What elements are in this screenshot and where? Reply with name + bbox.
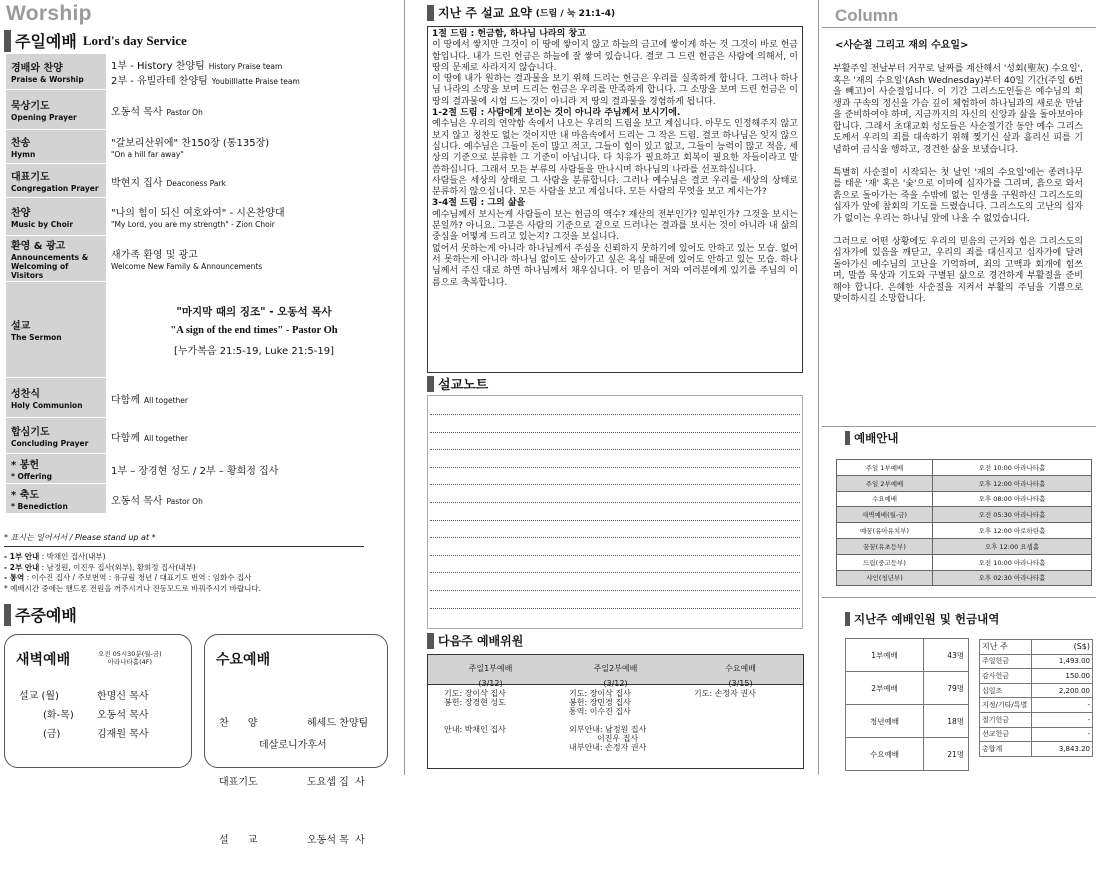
order-value-en: Pastor Oh [166,496,203,506]
note-line [430,537,800,538]
next-week-line: 안내: 박채인 집사 [444,725,506,734]
stand-note: * 표시는 일어서서 / Please stand up at * [4,533,156,542]
order-value-main: 새가족 환영 및 광고 [111,250,198,261]
next-week-head-cell [553,655,678,688]
order-of-service [6,54,402,514]
sermon-notes-area [427,395,803,629]
wednesday-roles [219,675,258,890]
dawn-preachers [97,687,148,744]
order-label-en: Congregation Prayer [11,184,99,193]
order-value-main: 1부 – 장경현 성도 / 2부 – 황희정 집사 [111,465,279,477]
column-paragraph: 특별히 사순절이 시작되는 첫 날인 '재의 수요일'에는 종려나무를 태운 '재' 혹은 '숯'으로 이마에 십자가를 그리며, 흙으로 와서 흙으로 돌아가는 죽을 수밖에 없는 인생을 구원하신 그리스도의 십자가 앞에 참회의 기도를 드렸습니다. 그리스도의 고난의 십자가 없이는 우리는 하나님 앞에 나올 수 없었습니다. [833,167,1083,224]
next-week-date: (3/12) [478,679,503,688]
order-value [106,198,402,236]
wednesday-name: 도요셉 집 사 [307,776,365,788]
dawn-preacher: 오동석 목사 [97,710,149,721]
order-label-en: Music by Choir [11,220,74,229]
section-bar [427,633,434,649]
service-time: 오후 12:00 아라나타홀 [933,475,1092,491]
offering-value: 3,843.20 [1032,742,1093,757]
order-row [6,454,402,484]
order-value-en: Pastor Oh [166,107,203,117]
offering-label: 지정/기타/특별 [980,698,1032,713]
service-time: 오후 12:00 요셉홀 [933,538,1092,554]
order-value-en: All together [143,395,188,405]
offering-row [980,727,1093,742]
order-value-main: 오동석 목사 [111,106,163,118]
next-week-head-cell [428,655,553,688]
next-week-line [444,716,553,725]
order-value-main: 1부 - History 찬양팀 [111,61,205,72]
order-value [106,236,402,282]
wednesday-name: 헤세드 찬양팀 [307,718,369,729]
offering-row [980,654,1093,669]
dawn-days [19,687,74,744]
order-label-en: Concluding Prayer [11,439,89,448]
order-value-en: "On a hill far away" [111,150,184,159]
offering-table [979,639,1093,757]
order-label [6,454,106,484]
dawn-preacher: 한명신 목사 [97,691,149,702]
lords-day-title-en: Lord's day Service [82,32,187,48]
order-label [6,130,106,164]
note-line [430,484,800,485]
notes-title: 설교노트 [438,378,489,393]
offering-label: 십일조 [980,683,1032,698]
order-label-en: * Benediction [11,502,68,511]
section-bar [4,30,11,52]
service-note-label: - 통역 [4,573,25,582]
service-note [4,552,261,563]
column-title: Column [835,6,899,25]
offering-row [980,712,1093,727]
next-week-line: 봉헌: 장민경 집사 [569,698,631,707]
column-paragraph: 부활주일 전날부터 거꾸로 날짜를 계산해서 '성회(聖灰) 수요일', 혹은 '재의 수요일'(Ash Wednesday)부터 40일 기간(주일 6번을 빼고)이 사순절입니다. 이 기간 그리스도인들은 예수님의 희생과 구속의 정신을 가슴 깊이 체험하여 하나님과의 새로운 만남을 준비하여야 하며, 지금까지의 자신의 신앙과 삶을 돌아보아야 합니다. 그래서 초대교회 성도들은 사순절기간 동안 예수 그리스도께서 우리의 죄를 대속하기 위해 찢기신 살과 흘리신 피를 기념하여 금식을 행하고, 경건한 삶을 보냈습니다. [833,64,1083,155]
next-week-line: 외부안내: 남정원 집사 [569,725,647,734]
order-value-line [111,391,397,406]
summary-paragraph: 예수님께서 보시는게 사람들이 보는 헌금의 액수? 재산의 전부인가? 일부인가? 그것을 보시는 분일까? 아니요. 그분은 사람의 기준으로 겉으로 드러나는 결과를 보시는 것이 아니라 내 삶의 중심을 어떻게 드리고 있는지? 그것을 보십니다. [432,209,798,243]
sermon-summary [427,26,803,373]
services-title: 예배안내 [854,431,899,445]
wednesday-role: 대표기도 [219,776,258,788]
order-label-ko: 묵상기도 [11,101,50,112]
order-value-en: History Praise team [208,62,283,71]
order-value [106,418,402,454]
order-row [6,164,402,198]
order-value-en: Welcome New Family & Announcements [111,262,263,271]
attendance-table [845,638,969,771]
offering-value: 150.00 [1032,669,1093,684]
offering-label: 주일헌금 [980,654,1032,669]
service-row [837,538,1092,554]
next-week-date: (3/15) [728,679,753,688]
summary-heading: 1-2절 드림 : 사람에게 보이는 것이 아니라 주님께서 보시기에. [432,108,681,119]
attendance-name: 2부예배 [846,672,924,705]
dawn-preacher: 김재원 목사 [97,729,149,740]
wednesday-role: 찬 양 [219,718,258,729]
note-line [430,520,800,521]
service-name: 예꿈(유아유치부) [837,523,933,539]
order-row [6,418,402,454]
service-name: 드림(중고등부) [837,554,933,570]
service-row [837,475,1092,491]
offering-head-unit: (S$) [1032,640,1093,655]
note-line [430,608,800,609]
weekday-title: 주중예배 [15,606,77,625]
next-week-date: (3/12) [603,679,628,688]
offering-value: 1,493.00 [1032,654,1093,669]
service-time: 오후 12:00 아로하탄홀 [933,523,1092,539]
order-row [6,54,402,90]
column-subtitle: <사순절 그리고 재의 수요일> [835,40,969,51]
dawn-time-line2: 아라나타홀(4F) [107,658,153,666]
service-row [837,460,1092,476]
sermon-title-ko: "마지막 때의 징조" - 오동석 목사 [176,305,332,318]
order-value-line [111,57,397,72]
order-value [106,130,402,164]
order-label-en: The Sermon [11,333,62,342]
wednesday-names [307,675,368,890]
section-bar [845,612,850,626]
order-row [6,90,402,130]
order-row [6,198,402,236]
next-week-line: 기도: 장이삭 집사 [444,689,506,698]
divider [4,546,364,547]
section-bar [427,5,434,21]
order-value-line [111,204,397,219]
order-value-en: Youbilllatte Praise team [211,77,300,86]
attendance-count: 79명 [924,672,969,705]
order-value-main: "나의 힘이 되신 여호와여" - 시온찬양대 [111,208,285,219]
attendance-header [845,611,999,627]
notes-header [427,374,488,393]
next-week-service: 주일1부예배 [468,664,513,673]
attendance-row [846,738,969,771]
service-note-text: : 이수진 집사 / 주보번역 : 유규림 청년 / 대표기도 번역 : 임화수 집사 [24,573,252,582]
worship-title: Worship [6,2,92,25]
note-line [430,467,800,468]
attendance-row [846,705,969,738]
next-week-table [427,654,804,769]
order-label-ko: 성찬식 [11,389,40,400]
order-label-ko: 설교 [11,321,31,332]
order-label-ko: 찬양 [11,208,31,219]
service-name: 꿈꿈(유초등부) [837,538,933,554]
order-label-en: Opening Prayer [11,113,77,122]
next-week-service: 수요예배 [725,664,756,673]
note-line [430,432,800,433]
order-label [6,484,106,514]
column-divider-left [404,0,405,775]
note-line [430,449,800,450]
service-time: 오전 10:00 아라나타홀 [933,554,1092,570]
summary-paragraph: 없어서 못하는게 아니라 하나님께서 주심을 신뢰하지 못하기에 있어도 안하고 있는 모습. 없어서 못하는게 아니라 하나님 없이도 살아가고 싶은 욕심 때문에 있어도 안하고 있는 모습. 하나님께서 주신 대로 하면 하나님께서 채우십니다. 이 믿음이 저와 여러분에게 있기를 주님의 이름으로 축복합니다. [432,243,798,288]
order-label [6,198,106,236]
order-label [6,418,106,454]
service-row [837,491,1092,507]
order-value [106,54,402,90]
order-value [106,378,402,418]
wednesday-role: 설 교 [219,835,258,846]
order-value-line [111,429,397,444]
summary-title: 지난 주 설교 요약 [438,6,532,20]
offering-value: - [1032,712,1093,727]
offering-row [980,698,1093,713]
order-value-line [111,462,397,477]
order-label-ko: 대표기도 [11,172,50,183]
attendance-name: 1부예배 [846,639,924,672]
next-week-service: 주일2부예배 [593,664,638,673]
order-value [106,454,402,484]
summary-paragraph: 이 땅에 내가 원하는 결과물을 보기 위해 드리는 헌금은 우리를 실족하게 합니다. 그러나 하나님 나라의 소망을 보며 드리는 헌금은 우리를 만족하게 합니다. 그 소망을 보며 드린 헌금은 이 땅의 결과물에 시험 드는 것이 아니라 저 땅의 결과물을 경험하게 됩니다. [432,74,798,107]
column-body [833,64,1083,317]
next-week-line: 통역: 이수진 집사 [569,707,631,716]
next-week-table-head [428,655,803,688]
attendance-title: 지난주 예배인원 및 헌금내역 [854,612,1000,626]
service-name: 샤인(청년부) [837,570,933,586]
order-row [6,130,402,164]
note-line [430,555,800,556]
order-label-ko: 합심기도 [11,427,50,438]
order-value-main: 다함께 [111,432,140,444]
order-label-ko: * 봉헌 [11,460,40,471]
order-value-line [111,174,397,189]
service-time: 오후 08:00 아라나타홀 [933,491,1092,507]
order-row [6,236,402,282]
offering-row [980,742,1093,757]
order-label-en: Praise & Worship [11,75,84,84]
service-notes [4,552,261,594]
column-divider-right [818,0,819,775]
note-line [430,414,800,415]
offering-value: - [1032,698,1093,713]
order-label [6,90,106,130]
order-label [6,378,106,418]
services-rule [822,426,1096,427]
order-label-ko: 경배와 찬양 [11,63,63,74]
column-rule [822,27,1096,28]
order-label-ko: 찬송 [11,138,31,149]
service-note-text: : 남정원, 이진우 집사(외부), 황희정 집사(내부) [39,562,196,572]
order-value-line [111,492,397,507]
order-value-line [111,134,397,149]
column-paragraph: 그러므로 어떤 상황에도 우리의 믿음의 근거와 힘은 그리스도의 십자가에 있음을 깨닫고, 우리의 죄를 대신지고 십자가에 달려 돌아가신 예수님의 고난을 기억하며, 죄의 고백과 회개에 힘쓰며, 말씀 묵상과 기도와 구별된 삶으로 경건하게 부활절을 준비해야 합니다. 은혜한 사순절을 지켜서 부활의 주님을 기쁨으로 맞이하시길 소망합니다. [833,236,1083,304]
next-week-line [569,716,678,725]
note-line [430,590,800,591]
wednesday-service-box [204,634,388,846]
attendance-count: 18명 [924,705,969,738]
next-week-column [428,689,553,752]
dawn-service-box [4,634,192,768]
order-value-line [111,149,397,160]
order-value-en: "My Lord, you are my strength" - Zion Choir [111,220,275,229]
sermon-reference: [누가복음 21:5-19, Luke 21:5-19] [173,345,335,357]
attendance-row [846,639,969,672]
next-week-head-cell [678,655,803,688]
offering-label: 절기헌금 [980,712,1032,727]
order-row [6,378,402,418]
service-time: 오후 02:30 아라나타홀 [933,570,1092,586]
order-value [106,90,402,130]
offering-row [980,683,1093,698]
summary-header [427,4,615,21]
summary-paragraph: 예수님은 우리의 연약함 속에서 나오는 우리의 드림을 보고 계십니다. 아무도 인정해주지 않고 보지 않고 칭찬도 없는 것이지만 내 마음속에서 드리는 그 작은 드림. 결코 하나님은 잊지 않으십니다. 예수님은 그들이 돈이 많고 적고, 그들이 힘이 있고 없고, 그들이 능력이 많고 적음, 세상의 기준으로 분류한 그 기준이 아닙니다. 다 치유가 필요하고 회복이 필요한 자들이라고 말씀하십니다. 그래서 모든 부류의 사람들을 만나시며 하나님의 나라를 선포하십니다. [432,119,798,175]
next-week-column [678,689,803,752]
offering-head-label: 지난 주 [980,640,1032,655]
service-schedule-table [836,459,1092,586]
dawn-day: (금) [43,729,61,740]
service-time: 오전 10:00 아라나타홀 [933,460,1092,476]
summary-reference: (드림 / 눅 21:1-4) [535,9,616,19]
order-label-en: * Offering [11,472,53,481]
order-value-main: "갈보리산위에" 찬150장 (통135장) [111,138,270,149]
order-row [6,484,402,514]
service-name: 새벽예배(월-금) [837,507,933,523]
service-row [837,554,1092,570]
sermon-detail [106,282,402,378]
order-value [106,164,402,198]
attendance-name: 수요예배 [846,738,924,771]
service-note-text: * 예배시간 중에는 핸드폰 전원을 꺼주시거나 진동모드로 바꿔주시기 바랍니다. [4,583,262,593]
summary-heading: 3-4절 드림 : 그의 삶을 [432,198,526,209]
offering-value: 2,200.00 [1032,683,1093,698]
order-value-line [111,72,397,87]
dawn-day: (화-목) [43,710,74,721]
order-label-ko: 환영 & 광고 [11,241,66,252]
order-value-main: 오동석 목사 [111,495,163,507]
next-week-line: 이진우 집사 [569,734,639,743]
next-week-line: 내부안내: 손정자 권사 [569,743,647,752]
service-note [4,573,261,584]
dawn-time [98,650,162,666]
attendance-rule [822,597,1096,598]
order-value-main: 다함께 [111,394,140,406]
order-label-en: Hymn [11,150,36,159]
service-note [4,584,261,595]
order-label [6,54,106,90]
services-header [845,430,898,446]
offering-label: 감사헌금 [980,669,1032,684]
offering-value: - [1032,727,1093,742]
order-value [106,484,402,514]
next-week-line [444,707,553,716]
lords-day-title-ko: 주일예배 [15,32,77,51]
offering-label: 총합계 [980,742,1032,757]
service-name: 주일 1부예배 [837,460,933,476]
next-week-header [427,632,523,649]
next-week-line: 봉헌: 장경현 성도 [444,698,506,707]
attendance-count: 21명 [924,738,969,771]
order-value-en: All together [143,433,188,443]
section-bar [4,604,11,626]
note-line [430,502,800,503]
service-row [837,507,1092,523]
section-bar [427,376,434,392]
order-value-line [111,246,397,261]
wednesday-footer: 데살로니가후서 [259,740,327,751]
order-label-en: Holy Communion [11,401,83,410]
offering-head-row [980,640,1093,655]
service-time: 오전 05:30 아라나타홀 [933,507,1092,523]
order-label-ko: * 축도 [11,490,40,501]
section-bar [845,431,850,445]
order-label-en: Announcements & Welcoming of Visitors [11,253,89,280]
service-row [837,523,1092,539]
order-value-line [111,261,397,272]
wednesday-name: 오동석 목 사 [307,835,365,846]
offering-label: 선교헌금 [980,727,1032,742]
sermon-title-en: "A sign of the end times" - Pastor Oh [170,324,338,336]
service-note [4,563,261,574]
order-row [6,282,402,378]
service-row [837,570,1092,586]
order-value-en: Deaconess Park [166,178,226,188]
next-week-column [553,689,678,752]
service-name: 주일 2부예배 [837,475,933,491]
order-label [6,164,106,198]
summary-paragraph: 이 땅에서 쌓지만 그것이 이 땅에 쌓이지 않고 하늘의 금고에 쌓이게 하는 것 그것이 바로 헌금함입니다. 내가 드린 헌금은 하늘에 잘 쌓여 있습니다. 결코 그 드린 헌금은 사람에 의해서, 이 땅의 문제로 사라지지 않습니다. [432,40,798,73]
order-value-line [111,219,397,230]
summary-heading: 1절 드림 : 헌금함, 하나님 나라의 창고 [432,29,586,39]
attendance-name: 청년예배 [846,705,924,738]
attendance-count: 43명 [924,639,969,672]
wednesday-title: 수요예배 [216,652,271,668]
dawn-time-line1: 오전 05시30분(월-금) [98,650,162,658]
next-week-title: 다음주 예배위원 [438,634,524,648]
lords-day-header [4,29,187,52]
next-week-line: 기도: 장이삭 집사 [569,689,631,698]
order-label [6,236,106,282]
next-week-table-body [428,685,803,752]
order-value-main: 박현지 집사 [111,177,163,189]
offering-row [980,669,1093,684]
order-label [6,282,106,378]
order-value-line [111,103,397,118]
weekday-header [4,603,77,626]
order-value-main: 2부 - 유빌라테 찬양팀 [111,76,208,87]
service-note-label: - 2부 안내 [4,562,40,572]
attendance-row [846,672,969,705]
next-week-line: 기도: 손정자 권사 [694,689,756,698]
dawn-day: 설교 (월) [19,691,59,702]
service-name: 수요예배 [837,491,933,507]
summary-paragraph: 사람들은 세상의 상태로 그 사람을 분류합니다. 그러나 예수님은 결코 우리를 세상의 상태로 분류하지 않으십니다. 모든 사람을 보고 계십니다. 모든 사람의 무엇을 보고 계시는가? [432,175,798,198]
service-note-label: - 1부 안내 [4,552,40,561]
dawn-title: 새벽예배 [16,652,71,668]
service-note-text: : 박채인 집사(내부) [39,552,106,561]
note-line [430,572,800,573]
